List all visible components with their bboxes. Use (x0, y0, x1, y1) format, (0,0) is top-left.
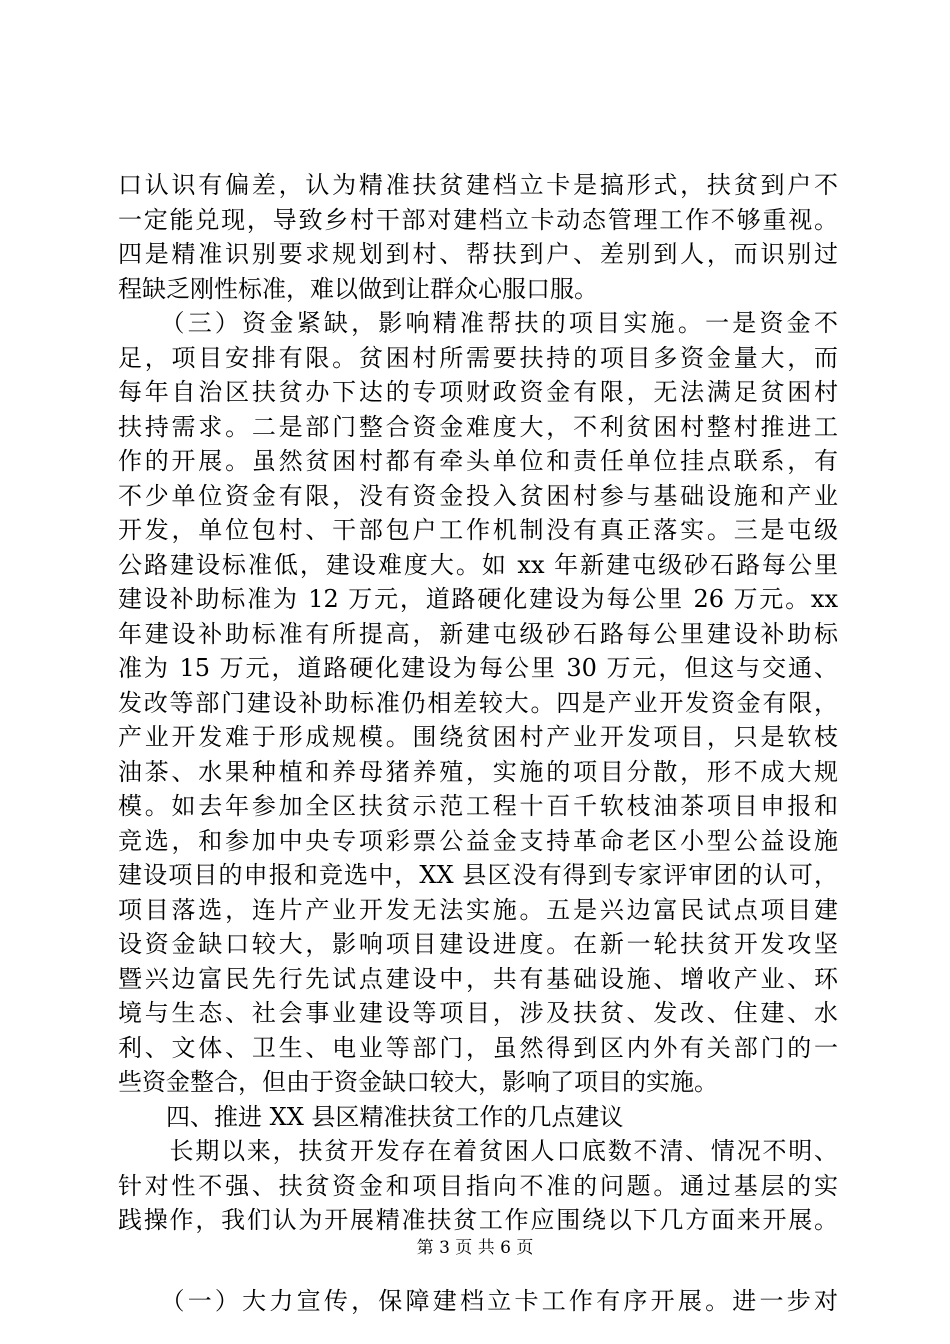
text-line: 利、文体、卫生、电业等部门，虽然得到区内外有关部门的一 (118, 1033, 838, 1062)
text-line: 发改等部门建设补助标准仍相差较大。四是产业开发资金有限， (118, 688, 838, 717)
text-line: 建设补助标准为 12 万元，道路硬化建设为每公里 26 万元。xx (118, 585, 838, 613)
body-text (118, 168, 838, 1318)
text-line: 扶持需求。二是部门整合资金难度大，不利贫困村整村推进工 (118, 412, 838, 441)
text-line: 开发，单位包村、干部包户工作机制没有真正落实。三是屯级 (118, 516, 838, 544)
section-heading: 四、推进 XX 县区精准扶贫工作的几点建议 (118, 1102, 624, 1131)
text-line: （一）大力宣传，保障建档立卡工作有序开展。进一步对 (118, 1286, 838, 1315)
text-line: （三）资金紧缺，影响精准帮扶的项目实施。一是资金不 (118, 309, 838, 337)
text-line: 些资金整合，但由于资金缺口较大，影响了项目的实施。 (118, 1068, 718, 1096)
text-line: 足，项目安排有限。贫困村所需要扶持的项目多资金量大，而 (118, 343, 838, 372)
text-line: 每年自治区扶贫办下达的专项财政资金有限，无法满足贫困村 (118, 378, 838, 406)
text-line: 年建设补助标准有所提高，新建屯级砂石路每公里建设补助标 (118, 619, 838, 648)
text-line: 建设项目的申报和竞选中，XX 县区没有得到专家评审团的认可， (118, 861, 838, 889)
page-footer: 第 3 页 共 6 页 (416, 1238, 534, 1258)
text-line: 一定能兑现，导致乡村干部对建档立卡动态管理工作不够重视。 (118, 205, 838, 234)
text-line: 设资金缺口较大，影响项目建设进度。在新一轮扶贫开发攻坚 (118, 930, 838, 958)
text-line: 不少单位资金有限，没有资金投入贫困村参与基础设施和产业 (118, 481, 838, 510)
text-line: 产业开发难于形成规模。围绕贫困村产业开发项目，只是软枝 (118, 723, 838, 751)
text-line: 针对性不强、扶贫资金和项目指向不准的问题。通过基层的实 (118, 1171, 838, 1200)
text-line: 竞选，和参加中央专项彩票公益金支持革命老区小型公益设施 (118, 826, 838, 855)
text-line: 项目落选，连片产业开发无法实施。五是兴边富民试点项目建 (118, 895, 838, 924)
text-line: 四是精准识别要求规划到村、帮扶到户、差别到人，而识别过 (118, 240, 838, 268)
text-line: 油茶、水果种植和养母猪养殖，实施的项目分散，形不成大规 (118, 757, 838, 786)
text-line: 暨兴边富民先行先试点建设中，共有基础设施、增收产业、环 (118, 964, 838, 993)
text-line: 长期以来，扶贫开发存在着贫困人口底数不清、情况不明、 (118, 1137, 838, 1165)
text-line: 口认识有偏差，认为精准扶贫建档立卡是搞形式，扶贫到户不 (118, 171, 838, 199)
text-line: 模。如去年参加全区扶贫示范工程十百千软枝油茶项目申报和 (118, 792, 838, 820)
text-line: 践操作，我们认为开展精准扶贫工作应围绕以下几方面来开展。 (118, 1206, 838, 1234)
text-line: 程缺乏刚性标准，难以做到让群众心服口服。 (118, 274, 598, 303)
text-line: 境与生态、社会事业建设等项目，涉及扶贫、发改、住建、水 (118, 999, 838, 1027)
text-line: 准为 15 万元，道路硬化建设为每公里 30 万元，但这与交通、 (118, 654, 838, 682)
text-line: 作的开展。虽然贫困村都有牵头单位和责任单位挂点联系，有 (118, 447, 838, 475)
text-line: 公路建设标准低，建设难度大。如 xx 年新建屯级砂石路每公里 (118, 550, 838, 579)
